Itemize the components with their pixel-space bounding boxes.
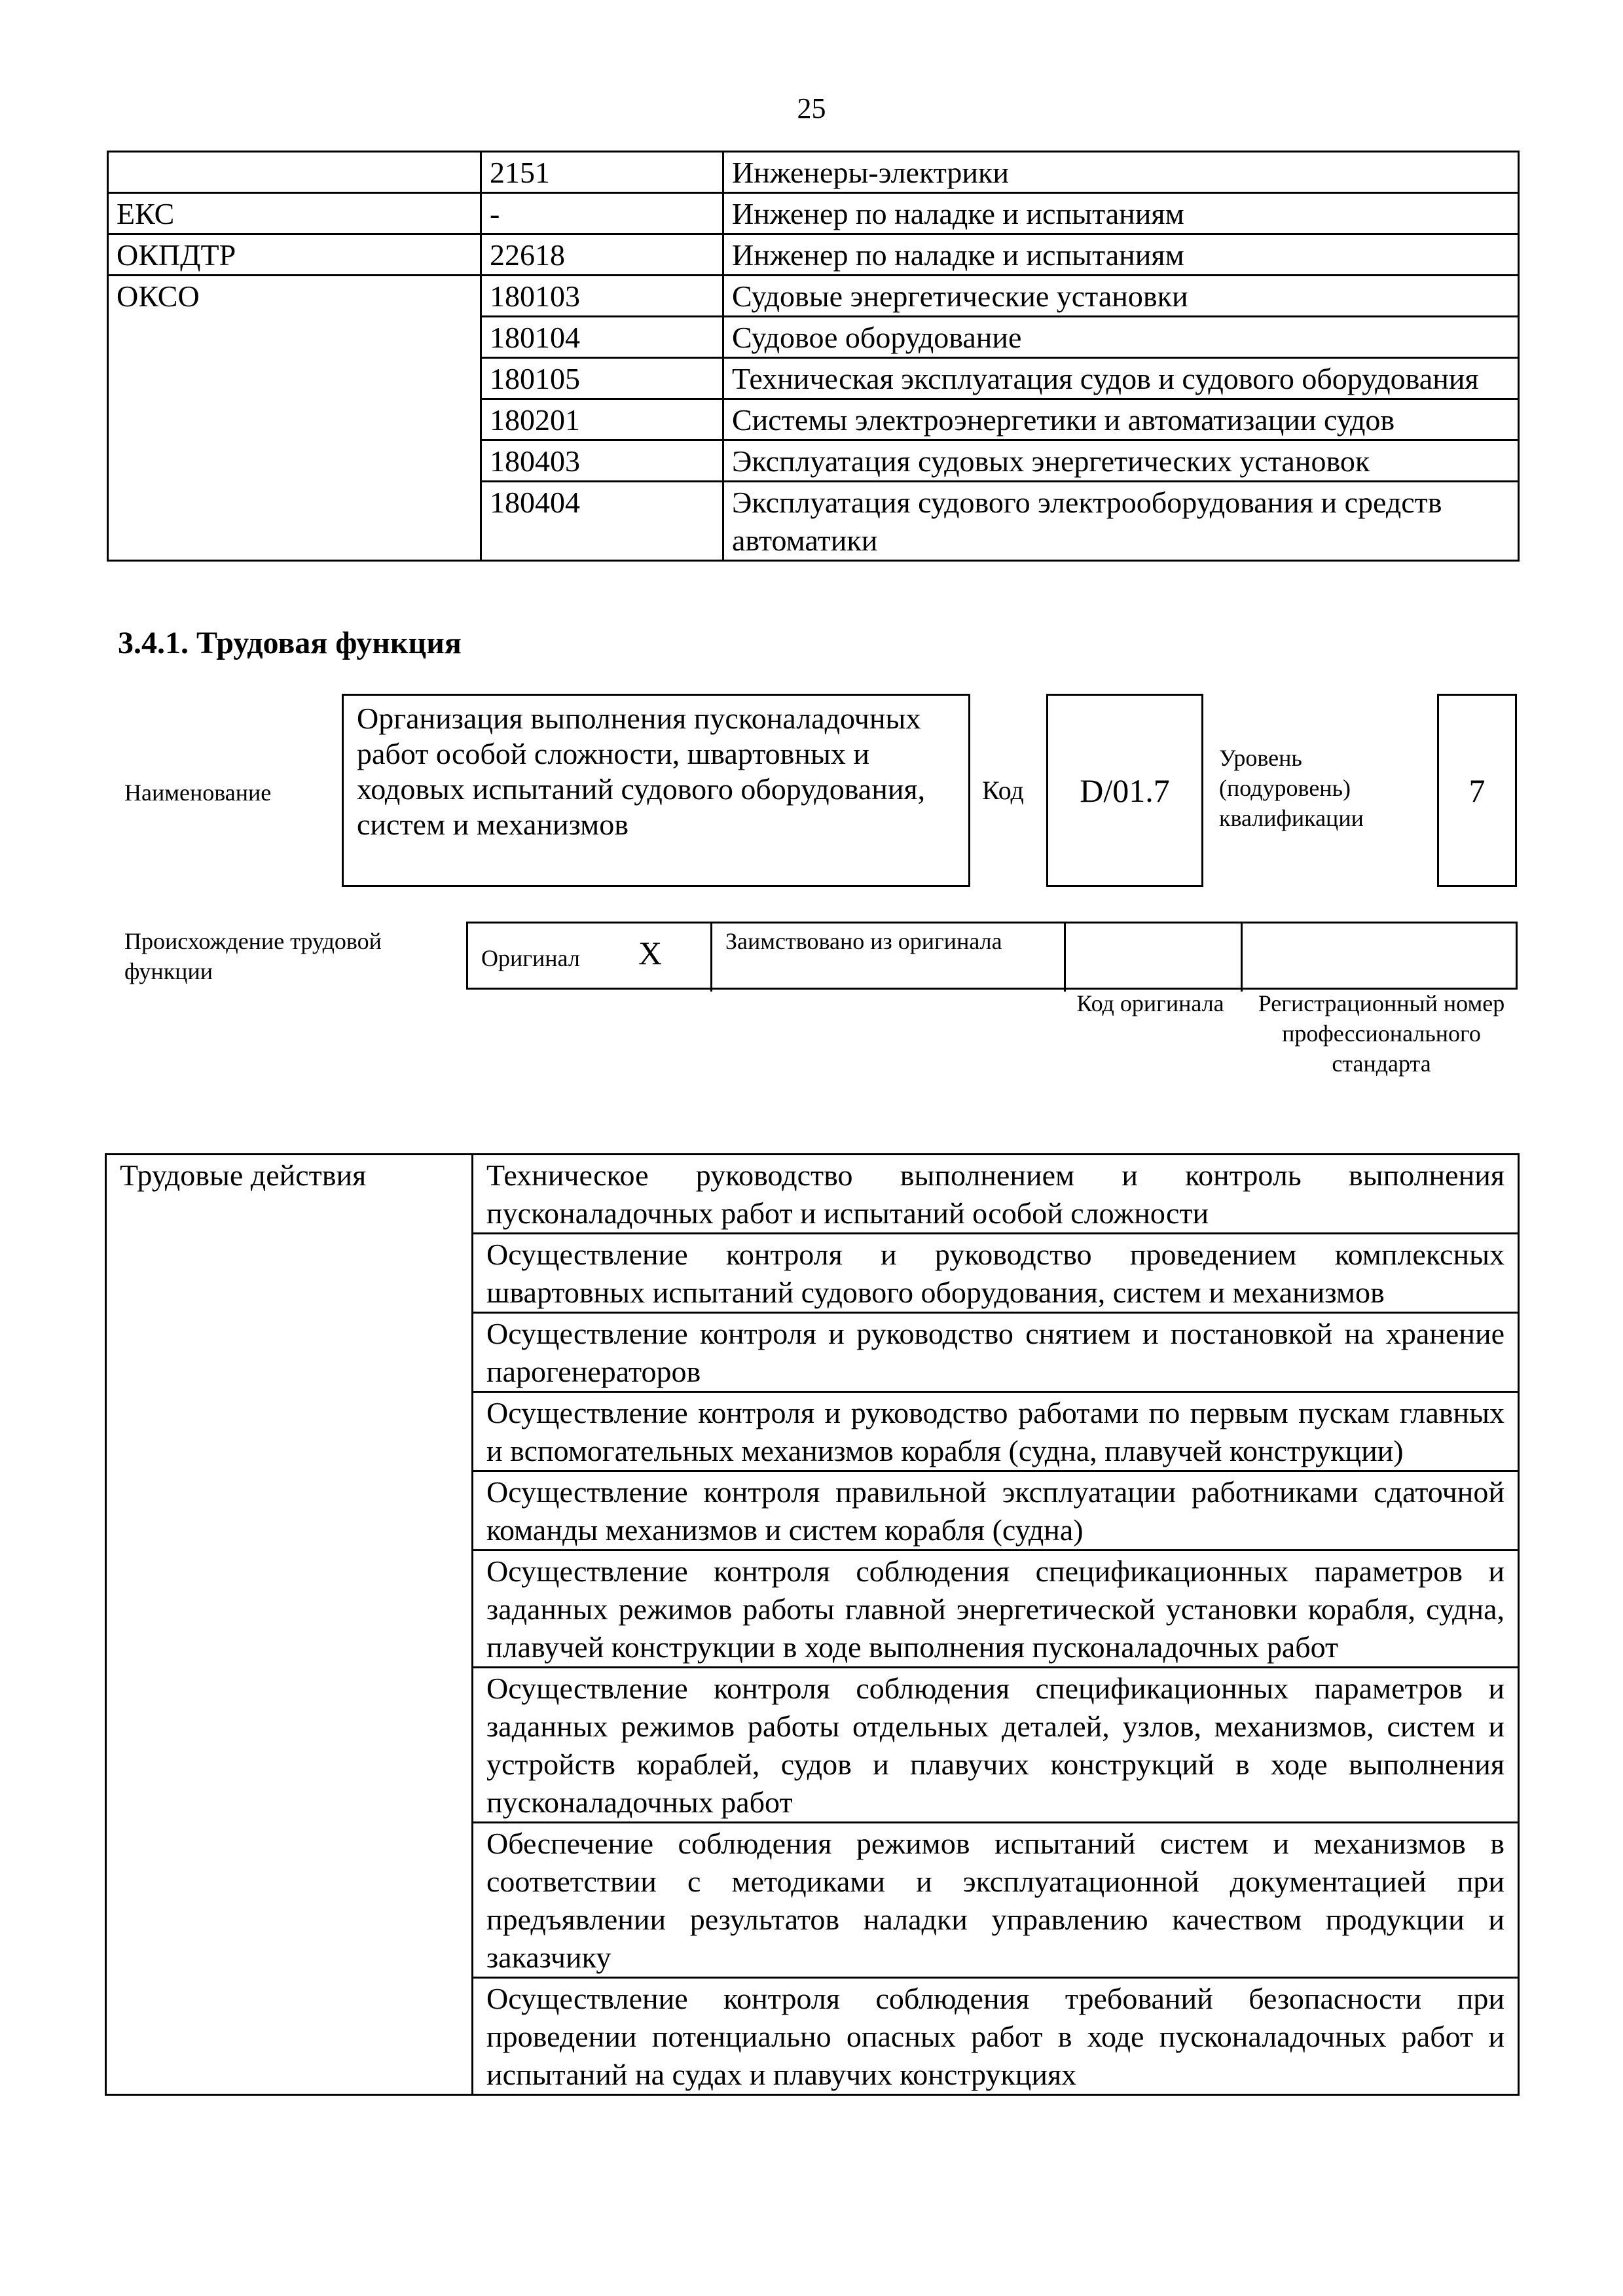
labor-actions-table	[105, 1153, 1520, 2096]
table-row	[108, 317, 1519, 358]
name-cell: Техническая эксплуатация судов и судового оборудования	[723, 358, 1519, 399]
labor-action-item: Осуществление контроля и руководство проведением комплексных швартовных испытаний судового оборудования, систем и механизмов	[473, 1234, 1519, 1313]
code-cell: 180403	[481, 440, 723, 482]
labor-action-item: Техническое руководство выполнением и контроль выполнения пусконаладочных работ и испытаний особой сложности	[473, 1155, 1519, 1234]
code-cell: 180105	[481, 358, 723, 399]
section-title: 3.4.1. Трудовая функция	[118, 626, 462, 660]
code-original-caption: Код оригинала	[1076, 990, 1224, 1016]
labor-action-item: Осуществление контроля соблюдения спецификационных параметров и заданных режимов работы отдельных деталей, узлов, механизмов, систем и устройств кораблей, судов и плавучих конструкций в ходе выполнения пусконаладочных работ	[473, 1668, 1519, 1823]
name-cell: Инженер по наладке и испытаниям	[723, 234, 1519, 276]
page-number: 25	[797, 92, 826, 124]
borrowed-label: Заимствовано из оригинала	[725, 928, 1002, 954]
name-cell: Эксплуатация судовых энергетических установок	[723, 440, 1519, 482]
name-cell: Системы электроэнергетики и автоматизации судов	[723, 399, 1519, 440]
origin-label: Происхождение трудовой функции	[124, 928, 382, 984]
table-row	[108, 152, 1519, 193]
table-row	[108, 234, 1519, 276]
classifier-cell: ОКПДТР	[108, 234, 481, 276]
classifier-cell: ЕКС	[108, 193, 481, 234]
code-cell: -	[481, 193, 723, 234]
code-cell: 180404	[481, 482, 723, 561]
name-cell: Судовое оборудование	[723, 317, 1519, 358]
code-cell: 180104	[481, 317, 723, 358]
reg-number-cell	[1241, 924, 1516, 992]
labor-actions-label: Трудовые действия	[106, 1155, 473, 2095]
labor-action-item: Осуществление контроля и руководство снятием и постановкой на хранение парогенераторов	[473, 1313, 1519, 1392]
code-label: Код	[982, 776, 1024, 805]
labor-action-item: Осуществление контроля правильной эксплуатации работниками сдаточной команды механизмов и систем корабля (судна)	[473, 1471, 1519, 1551]
table-row	[108, 482, 1519, 561]
classifier-cell	[108, 440, 481, 482]
table-row	[108, 358, 1519, 399]
table-row	[108, 276, 1519, 317]
borrowed-cell	[710, 924, 1064, 992]
original-label: Оригинал	[481, 945, 580, 971]
table-row	[108, 440, 1519, 482]
classifier-cell	[108, 358, 481, 399]
code-original-cell	[1064, 924, 1241, 992]
code-cell: 180201	[481, 399, 723, 440]
table-row	[108, 399, 1519, 440]
labor-action-item: Осуществление контроля соблюдения требований безопасности при проведении потенциально опасных работ в ходе пусконаладочных работ и испытаний на судах и плавучих конструкциях	[473, 1978, 1519, 2095]
classifier-cell: ОКСО	[108, 276, 481, 317]
function-code-value: D/01.7	[1080, 772, 1170, 809]
reg-number-caption: Регистрационный номер профессионального стандарта	[1258, 990, 1505, 1077]
original-cell	[468, 924, 710, 992]
function-code-box	[1046, 694, 1203, 887]
labor-action-item: Осуществление контроля соблюдения спецификационных параметров и заданных режимов работы главной энергетической установки корабля, судна, плавучей конструкции в ходе выполнения пусконаладочных работ	[473, 1551, 1519, 1668]
code-cell: 180103	[481, 276, 723, 317]
name-cell: Инженеры-электрики	[723, 152, 1519, 193]
classification-table	[107, 151, 1520, 562]
code-cell: 2151	[481, 152, 723, 193]
table-row	[108, 193, 1519, 234]
original-mark: X	[638, 935, 663, 971]
level-value: 7	[1468, 772, 1486, 809]
classifier-cell	[108, 317, 481, 358]
name-label: Наименование	[124, 780, 272, 806]
classifier-cell	[108, 482, 481, 561]
name-cell: Судовые энергетические установки	[723, 276, 1519, 317]
name-cell: Эксплуатация судового электрооборудования и средств автоматики	[723, 482, 1519, 561]
table-row	[106, 1155, 1519, 1234]
classifier-cell	[108, 399, 481, 440]
level-label: Уровень (подуровень) квалификации	[1219, 745, 1364, 831]
classifier-cell	[108, 152, 481, 193]
level-box	[1437, 694, 1517, 887]
code-cell: 22618	[481, 234, 723, 276]
origin-table	[466, 922, 1518, 990]
labor-action-item: Осуществление контроля и руководство работами по первым пускам главных и вспомогательных механизмов корабля (судна, плавучей конструкции)	[473, 1392, 1519, 1471]
labor-action-item: Обеспечение соблюдения режимов испытаний систем и механизмов в соответствии с методиками и эксплуатационной документацией при предъявлении результатов наладки управлению качеством продукции и заказчику	[473, 1823, 1519, 1978]
function-name-box: Организация выполнения пусконаладочных работ особой сложности, швартовных и ходовых испытаний судового оборудования, систем и механизмов	[342, 694, 970, 887]
name-cell: Инженер по наладке и испытаниям	[723, 193, 1519, 234]
